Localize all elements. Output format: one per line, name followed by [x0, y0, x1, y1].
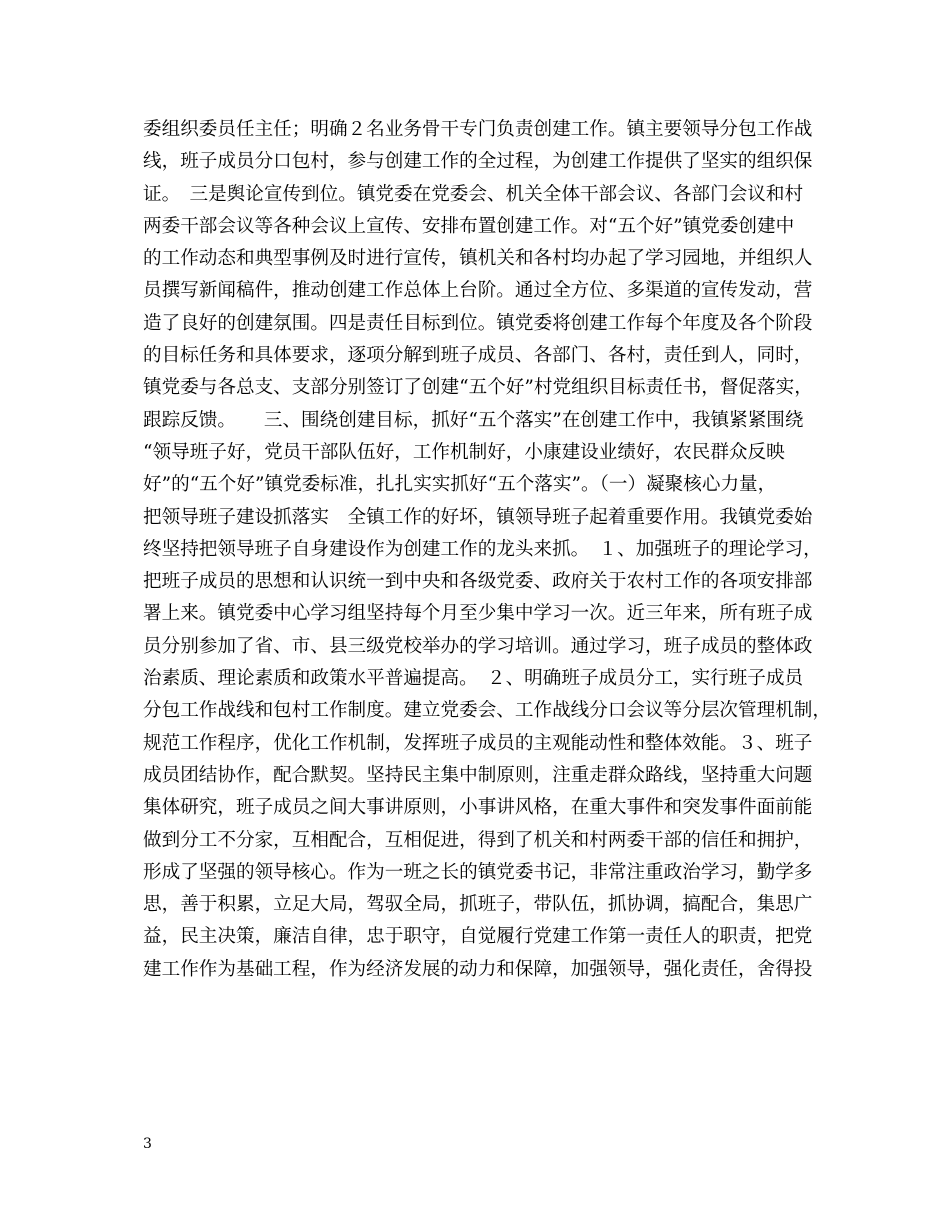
text-line: 的工作动态和典型事例及时进行宣传，镇机关和各村均办起了学习园地，并组织人 [143, 248, 813, 270]
text-line: 规范工作程序，优化工作机制，发挥班子成员的主观能动性和整体效能。３、班子 [143, 732, 813, 754]
text-line: 治素质、理论素质和政策水平普遍提高。 ２、明确班子成员分工，实行班子成员 [143, 668, 804, 690]
text-line: 终坚持把领导班子自身建设作为创建工作的龙头来抓。 １、加强班子的理论学习， [143, 538, 822, 560]
text-line: 员分别参加了省、市、县三级党校举办的学习培训。通过学习，班子成员的整体政 [143, 635, 813, 657]
text-line: 线，班子成员分口包村，参与创建工作的全过程，为创建工作提供了坚实的组织保 [143, 151, 813, 173]
text-line: 两委干部会议等各种会议上宣传、安排布置创建工作。对“五个好”镇党委创建中 [143, 215, 795, 237]
text-line: 形成了坚强的领导核心。作为一班之长的镇党委书记，非常注重政治学习，勤学多 [143, 861, 813, 883]
text-line: 的目标任务和具体要求，逐项分解到班子成员、各部门、各村，责任到人，同时， [143, 345, 813, 367]
text-line: 委组织委员任主任；明确２名业务骨干专门负责创建工作。镇主要领导分包工作战 [143, 119, 813, 140]
text-line: 益，民主决策，廉洁自律，忠于职守，自觉履行党建工作第一责任人的职责，把党 [143, 926, 813, 948]
text-line: 集体研究，班子成员之间大事讲原则，小事讲风格，在重大事件和突发事件面前能 [143, 797, 813, 819]
text-line: 把班子成员的思想和认识统一到中央和各级党委、政府关于农村工作的各项安排部 [143, 571, 813, 593]
text-line: 做到分工不分家，互相配合，互相促进，得到了机关和村两委干部的信任和拥护， [143, 829, 813, 851]
text-line: 思，善于积累，立足大局，驾驭全局，抓班子，带队伍，抓协调，搞配合，集思广 [143, 894, 813, 916]
text-line: 好”的“五个好”镇党委标准，扎扎实实抓好“五个落实”。（一）凝聚核心力量， [143, 474, 777, 496]
text-line: 员撰写新闻稿件，推动创建工作总体上台阶。通过全方位、多渠道的宣传发动，营 [143, 280, 813, 302]
text-line: 造了良好的创建氛围。四是责任目标到位。镇党委将创建工作每个年度及各个阶段 [143, 312, 813, 334]
text-line: “领导班子好，党员干部队伍好，工作机制好，小康建设业绩好，农民群众反映 [143, 441, 785, 463]
text-line: 建工作作为基础工程，作为经济发展的动力和保障，加强领导，强化责任，舍得投 [143, 958, 813, 980]
text-line: 镇党委与各总支、支部分别签订了创建“五个好”村党组织目标责任书，督促落实， [143, 377, 813, 399]
text-line: 分包工作战线和包村工作制度。建立党委会、工作战线分口会议等分层次管理机制， [143, 700, 831, 722]
page-number: 3 [143, 1136, 152, 1152]
text-line: 证。 三是舆论宣传到位。镇党委在党委会、机关全体干部会议、各部门会议和村 [143, 183, 804, 205]
text-line: 跟踪反馈。 三、围绕创建目标，抓好“五个落实”在创建工作中，我镇紧紧围绕 [143, 409, 804, 431]
text-line: 署上来。镇党委中心学习组坚持每个月至少集中学习一次。近三年来，所有班子成 [143, 603, 813, 625]
body-text [143, 114, 831, 986]
text-line: 把领导班子建设抓落实 全镇工作的好坏，镇领导班子起着重要作用。我镇党委始 [143, 506, 813, 528]
text-line: 成员团结协作，配合默契。坚持民主集中制原则，注重走群众路线，坚持重大问题 [143, 764, 813, 786]
